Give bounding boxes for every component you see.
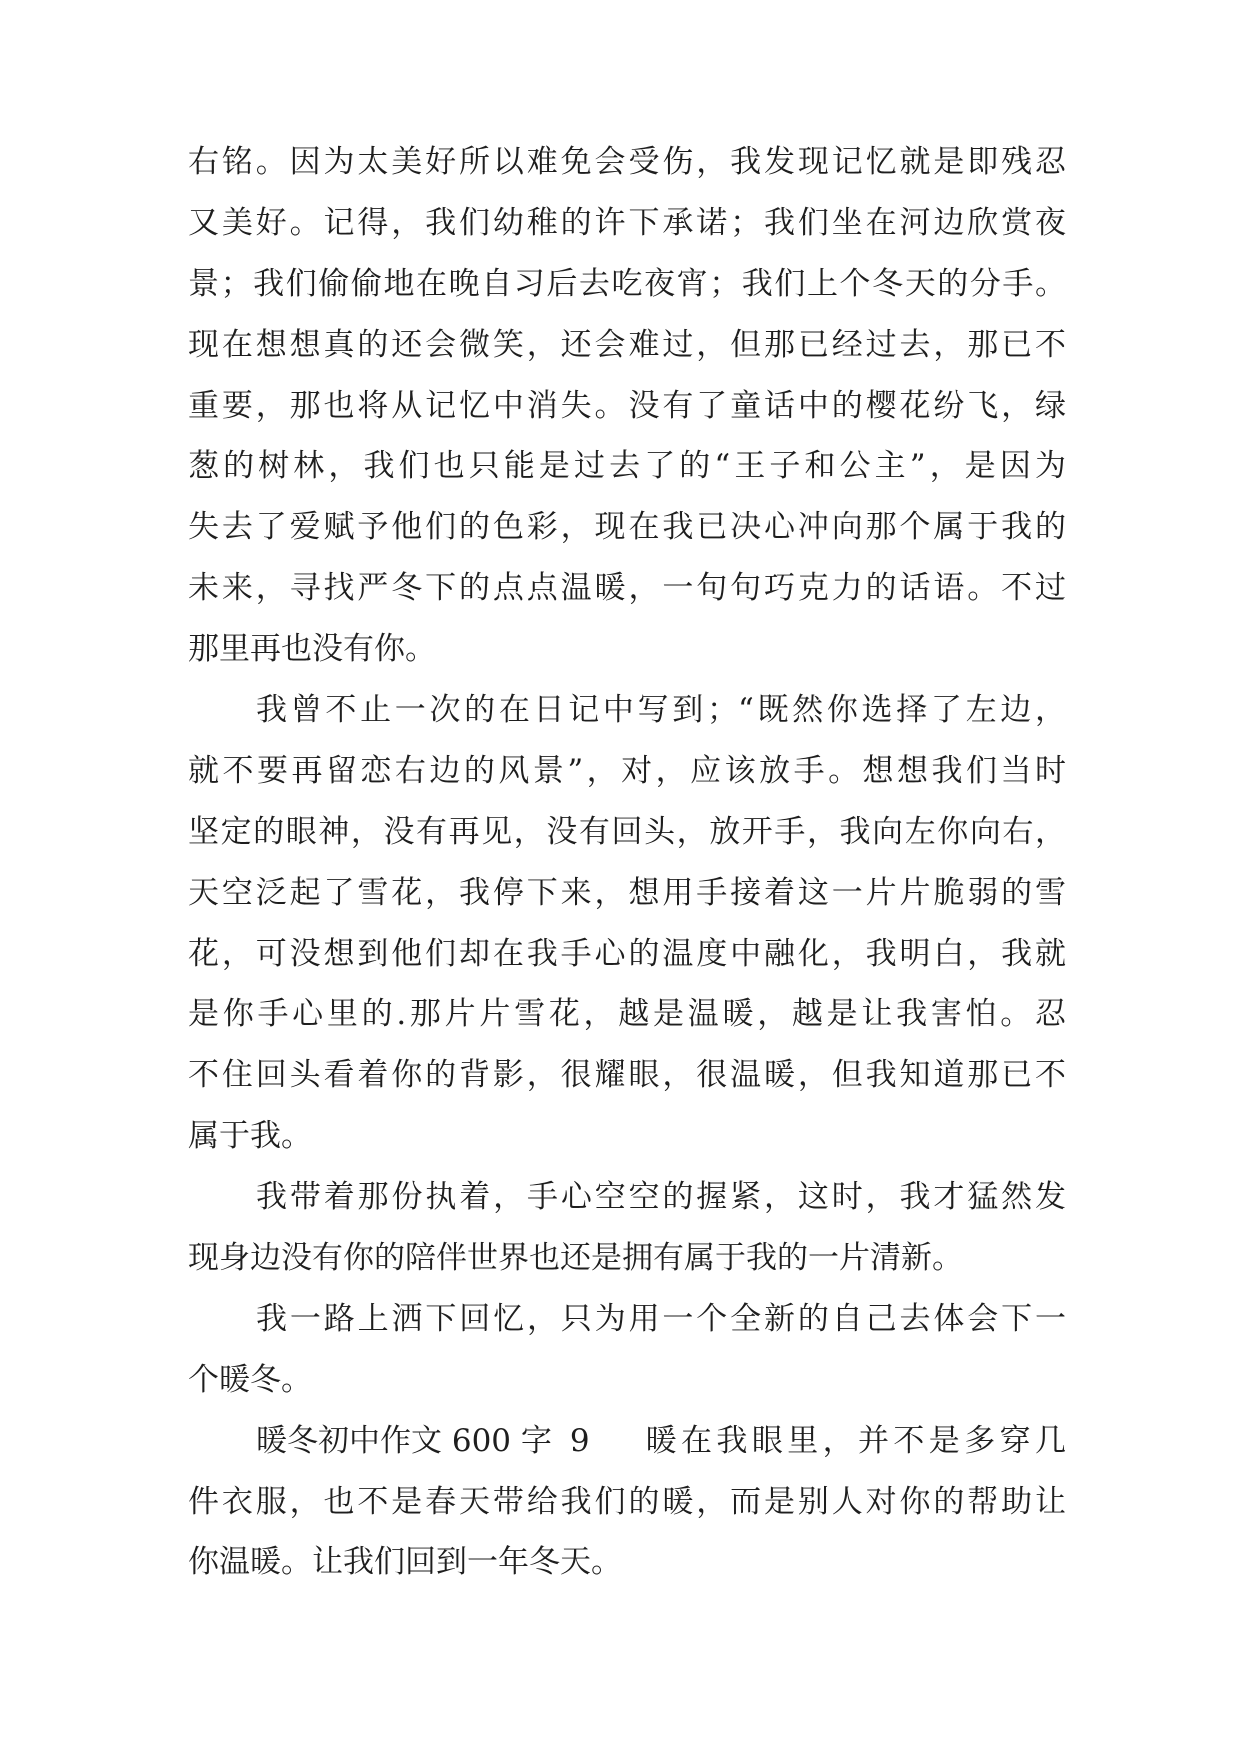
text-line: 未来，寻找严冬下的点点温暖，一句句巧克力的话语。不过 [188,570,1066,607]
text-line: 失去了爱赋予他们的色彩，现在我已决心冲向那个属于我的 [188,509,1066,546]
paragraph [188,132,1066,680]
text-line: 件衣服，也不是春天带给我们的暖，而是别人对你的帮助让 [188,1483,1066,1520]
text-line: 现身边没有你的陪伴世界也还是拥有属于我的一片清新。 [188,1240,963,1277]
text-line: 景；我们偷偷地在晚自习后去吃夜宵；我们上个冬天的分手。 [188,265,1066,302]
paragraph [188,1411,1066,1594]
text-line: 坚定的眼神，没有再见，没有回头，放开手，我向左你向右， [188,813,1066,850]
text-line: 花，可没想到他们却在我手心的温度中融化，我明白，我就 [188,935,1066,972]
text-line: 就不要再留恋右边的风景”，对，应该放手。想想我们当时 [188,752,1066,789]
text-line: 葱的树林，我们也只能是过去了的“王子和公主”，是因为 [188,448,1066,485]
paragraph [188,680,1066,1167]
essay-heading: 暖冬初中作文 600 字 [256,1422,552,1459]
text-line: 属于我。 [188,1118,312,1155]
paragraph [188,1289,1066,1411]
paragraph [188,1167,1066,1289]
text-line: 现在想想真的还会微笑，还会难过，但那已经过去，那已不 [188,326,1066,363]
text-line: 个暖冬。 [188,1361,312,1398]
text-line: 那里再也没有你。 [188,631,436,668]
text-line: 又美好。记得，我们幼稚的许下承诺；我们坐在河边欣赏夜 [188,204,1066,241]
text-line: 暖在我眼里，并不是多穿几 [645,1422,1066,1459]
text-line: 我一路上洒下回忆，只为用一个全新的自己去体会下一 [256,1300,1066,1337]
document-body [188,132,1066,1593]
text-line: 你温暖。让我们回到一年冬天。 [188,1544,622,1581]
text-line: 我带着那份执着，手心空空的握紧，这时，我才猛然发 [256,1179,1066,1216]
text-line: 右铭。因为太美好所以难免会受伤，我发现记忆就是即残忍 [188,144,1066,180]
text-line: 重要，那也将从记忆中消失。没有了童话中的樱花纷飞，绿 [188,387,1066,424]
heading-line [188,1411,1066,1472]
text-line: 我曾不止一次的在日记中写到；“既然你选择了左边， [256,692,1066,729]
text-line: 是你手心里的.那片片雪花，越是温暖，越是让我害怕。忍 [188,996,1066,1033]
text-line: 不住回头看着你的背影，很耀眼，很温暖，但我知道那已不 [188,1057,1066,1094]
essay-number: 9 [569,1422,590,1459]
text-line: 天空泛起了雪花，我停下来，想用手接着这一片片脆弱的雪 [188,874,1066,911]
